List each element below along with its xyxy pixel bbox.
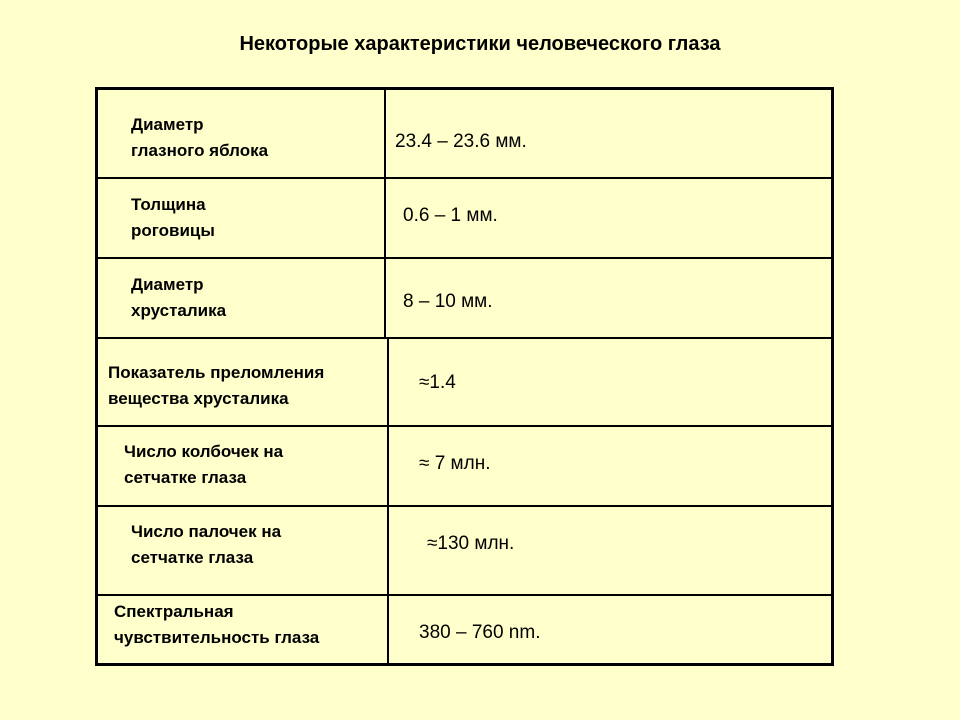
label-line: сетчатке глаза — [124, 468, 247, 487]
label-line: Диаметр — [131, 115, 204, 134]
label-line: сетчатке глаза — [131, 548, 254, 567]
row-label — [131, 192, 215, 244]
row-value: 23.4 – 23.6 мм. — [395, 131, 527, 152]
characteristics-table — [95, 87, 834, 666]
label-line: Число колбочек на — [124, 442, 284, 461]
label-line: Спектральная — [114, 602, 234, 621]
row-value: ≈1.4 — [419, 372, 456, 393]
row-label — [131, 112, 268, 164]
column-divider — [384, 90, 386, 338]
label-line: Показатель преломления — [108, 363, 325, 382]
label-line: роговицы — [131, 221, 215, 240]
row-value: 380 – 760 nm. — [419, 622, 541, 643]
row-label — [131, 272, 226, 324]
row-divider — [98, 337, 831, 339]
row-value: ≈130 млн. — [427, 533, 515, 554]
row-divider — [98, 594, 831, 596]
label-line: вещества хрусталика — [108, 389, 289, 408]
row-divider — [98, 257, 831, 259]
row-label — [114, 599, 319, 651]
label-line: Толщина — [131, 195, 206, 214]
column-divider — [387, 338, 389, 666]
row-value: 8 – 10 мм. — [403, 291, 493, 312]
page-title: Некоторые характеристики человеческого глаза — [239, 33, 721, 55]
row-value: ≈ 7 млн. — [419, 453, 491, 474]
label-line: Число палочек на — [131, 522, 282, 541]
row-value: 0.6 – 1 мм. — [403, 205, 498, 226]
row-divider — [98, 505, 831, 507]
row-label — [124, 439, 283, 491]
row-divider — [98, 425, 831, 427]
label-line: хрусталика — [131, 301, 227, 320]
label-line: глазного яблока — [131, 141, 269, 160]
label-line: чувствительность глаза — [114, 628, 320, 647]
row-label — [131, 519, 281, 571]
row-divider — [98, 177, 831, 179]
row-label — [108, 360, 324, 412]
label-line: Диаметр — [131, 275, 204, 294]
